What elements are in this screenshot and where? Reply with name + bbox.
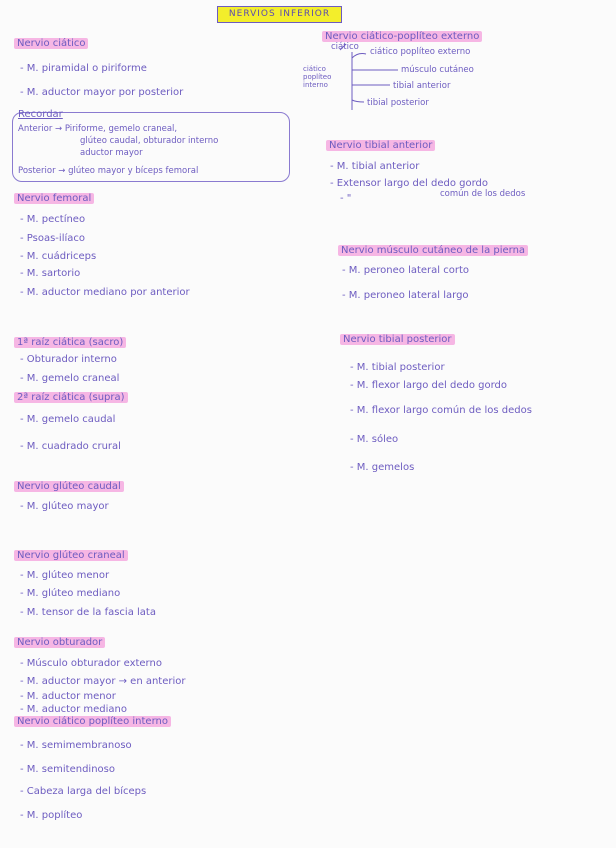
heading-text: Nervio ciático-poplíteo externo <box>322 31 482 42</box>
list-item: - M. piramidal o piriforme <box>20 63 147 74</box>
list-item: - M. flexor largo común de los dedos <box>350 405 532 416</box>
recordar-label: Recordar <box>18 109 63 120</box>
heading-musculo-cutaneo <box>338 245 528 257</box>
list-item: - M. aductor mediano por anterior <box>20 287 190 298</box>
heading-text: Nervio músculo cutáneo de la pierna <box>338 245 528 256</box>
heading-text: Nervio glúteo craneal <box>14 550 128 561</box>
list-item: - M. gemelo craneal <box>20 373 120 384</box>
list-item: - M. semimembranoso <box>20 740 132 751</box>
list-item: común de los dedos <box>440 189 526 199</box>
heading-text: Nervio ciático <box>14 38 88 49</box>
list-item: - M. cuadrado crural <box>20 441 121 452</box>
heading-text: 1ª raíz ciática (sacro) <box>14 337 126 348</box>
list-item: - M. gemelos <box>350 462 415 473</box>
list-item: - M. aductor mayor → en anterior <box>20 676 186 687</box>
list-item: - Psoas-ilíaco <box>20 233 85 244</box>
list-item: - M. sartorio <box>20 268 81 279</box>
heading-text: 2ª raíz ciática (supra) <box>14 392 128 403</box>
list-item: - M. aductor mayor por posterior <box>20 87 184 98</box>
recordar-line: glúteo caudal, obturador interno <box>80 136 219 146</box>
list-item: - M. cuádriceps <box>20 251 97 262</box>
heading-tibial-posterior <box>340 334 455 346</box>
list-item: - Extensor largo del dedo gordo <box>330 178 489 189</box>
list-item: - M. peroneo lateral largo <box>342 290 469 301</box>
list-item: - M. semitendinoso <box>20 764 115 775</box>
list-item: - M. aductor menor <box>20 691 116 702</box>
heading-text: Nervio obturador <box>14 637 105 648</box>
list-item: - M. glúteo menor <box>20 570 110 581</box>
diagram-label: ciático poplíteo externo <box>370 47 471 57</box>
page-title: NERVIOS INFERIOR <box>217 6 342 23</box>
list-item: - M. glúteo mediano <box>20 588 121 599</box>
list-item: - M. pectíneo <box>20 214 86 225</box>
heading-text: Nervio tibial anterior <box>326 140 435 151</box>
diagram-label: músculo cutáneo <box>401 65 474 75</box>
list-item: - M. tibial posterior <box>350 362 445 373</box>
list-item: - M. glúteo mayor <box>20 501 109 512</box>
list-item: - M. tensor de la fascia lata <box>20 607 156 618</box>
list-item: - M. sóleo <box>350 434 399 445</box>
recordar-line: aductor mayor <box>80 148 143 158</box>
list-item: - M. gemelo caudal <box>20 414 116 425</box>
list-item: - M. poplíteo <box>20 810 83 821</box>
list-item: - M. peroneo lateral corto <box>342 265 470 276</box>
list-item: - Obturador interno <box>20 354 117 365</box>
heading-text: Nervio glúteo caudal <box>14 481 124 492</box>
list-item: - M. aductor mediano <box>20 704 128 715</box>
list-item: - Cabeza larga del bíceps <box>20 786 147 797</box>
diagram-label: ciático <box>331 42 359 52</box>
list-item: - M. flexor largo del dedo gordo <box>350 380 508 391</box>
list-item: - Músculo obturador externo <box>20 658 162 669</box>
recordar-line: Anterior → Piriforme, gemelo craneal, <box>18 124 178 134</box>
diagram-label: tibial anterior <box>393 81 451 91</box>
heading-text: Nervio tibial posterior <box>340 334 455 345</box>
heading-tibial-anterior <box>326 140 435 152</box>
recordar-line: Posterior → glúteo mayor y bíceps femoral <box>18 166 199 176</box>
heading-text: Nervio femoral <box>14 193 94 204</box>
list-item: - " <box>340 193 352 204</box>
diagram-label: ciático poplíteo interno <box>303 65 332 89</box>
list-item: - M. tibial anterior <box>330 161 420 172</box>
heading-text: Nervio ciático poplíteo interno <box>14 716 171 727</box>
diagram-label: tibial posterior <box>367 98 429 108</box>
